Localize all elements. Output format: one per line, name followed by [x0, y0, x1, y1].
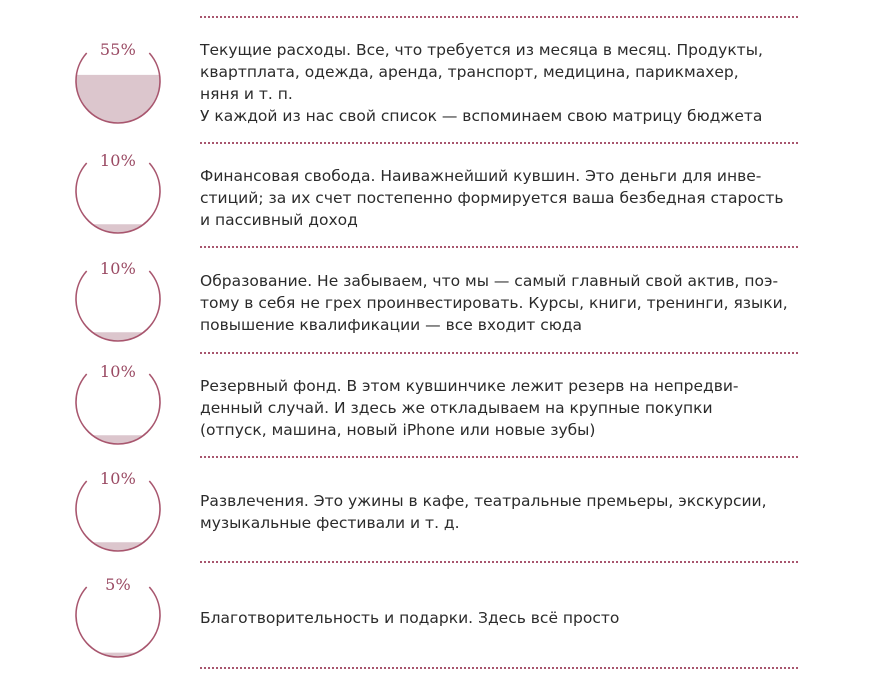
jar-description: Текущие расходы. Все, что требуется из месяца в месяц. Продукты, квартплата, одежда, аренда, транспорт, медицина, парикмахер, няня и т. п. У каждой из нас свой список — вспоминаем свою матрицу бюджета: [200, 41, 763, 125]
jar-fill-level: [74, 653, 162, 659]
jar-icon: [74, 357, 162, 447]
divider-top: [200, 16, 798, 18]
jar-description: Благотворительность и подарки. Здесь всё просто: [200, 609, 620, 627]
jar-description: Образование. Не забываем, что мы — самый главный свой актив, поэ- тому в себя не грех проинвестировать. Курсы, книги, тренинги, языки, повышение квалификации — все входит сюда: [200, 272, 788, 334]
jar-description: Развлечения. Это ужины в кафе, театральные премьеры, экскурсии, музыкальные фестивали и т. д.: [200, 492, 767, 532]
divider: [200, 142, 798, 144]
jar-percent-label: 10%: [99, 469, 137, 488]
jar-outline: [76, 374, 160, 444]
jar-outline: [76, 271, 160, 341]
divider: [200, 561, 798, 563]
jar-icon: [74, 36, 162, 126]
jar-outline: [76, 163, 160, 233]
jar-description: Финансовая свобода. Наиважнейший кувшин. Это деньги для инве- стиций; за их счет постепенно формируется ваша безбедная старость и пассивный доход: [200, 167, 784, 229]
jar-percent-label: 10%: [99, 259, 137, 278]
jar-percent-label: 55%: [99, 40, 137, 59]
jar-percent-label: 5%: [105, 575, 131, 594]
jar-percent-label: 10%: [99, 151, 137, 170]
jar-icon: [74, 146, 162, 236]
jar-description: Резервный фонд. В этом кувшинчике лежит резерв на непредви- денный случай. И здесь же откладываем на крупные покупки (отпуск, машина, новый iPhone или новые зубы): [200, 377, 739, 439]
jar-fill-level: [74, 75, 162, 125]
divider: [200, 456, 798, 458]
divider: [200, 246, 798, 248]
jar-outline: [76, 587, 160, 657]
jar-icon: [74, 254, 162, 344]
divider: [200, 667, 798, 669]
jar-icon: [74, 570, 162, 660]
divider: [200, 352, 798, 354]
jar-icon: [74, 464, 162, 554]
jar-percent-label: 10%: [99, 362, 137, 381]
jar-outline: [76, 481, 160, 551]
